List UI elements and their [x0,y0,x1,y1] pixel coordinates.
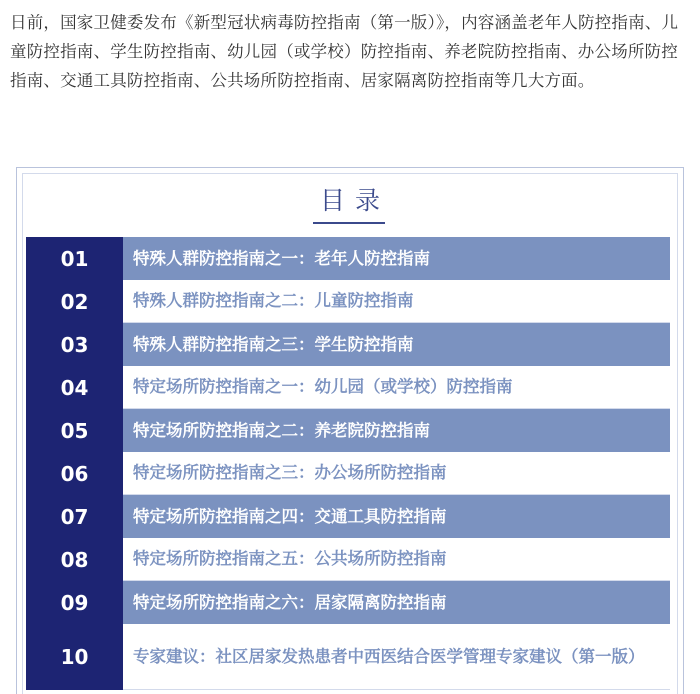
toc-item-label[interactable]: 特定场所防控指南之五：公共场所防控指南 [123,538,670,581]
toc-item[interactable] [26,323,670,366]
toc-item-number: 07 [26,495,123,538]
toc-item-number: 03 [26,323,123,366]
toc-title: 目录 [319,186,390,215]
toc-item[interactable] [26,409,670,452]
toc-item[interactable] [26,581,670,624]
toc-item[interactable] [26,366,670,409]
toc-item-label[interactable]: 特殊人群防控指南之三：学生防控指南 [123,323,670,366]
toc-item-number: 09 [26,581,123,624]
toc-item[interactable] [26,452,670,495]
toc-title-underline [313,222,385,224]
toc-item-label[interactable]: 特殊人群防控指南之一：老年人防控指南 [123,237,670,280]
toc-item[interactable] [26,538,670,581]
toc-item-number: 06 [26,452,123,495]
toc-item-label[interactable]: 特殊人群防控指南之二：儿童防控指南 [123,280,670,323]
toc-item-number: 10 [26,624,123,690]
toc-item-number: 04 [26,366,123,409]
toc-item-label[interactable]: 特定场所防控指南之四：交通工具防控指南 [123,495,670,538]
toc-item[interactable] [26,495,670,538]
toc-item-label[interactable]: 特定场所防控指南之六：居家隔离防控指南 [123,581,670,624]
toc-item[interactable] [26,237,670,280]
toc-item-label[interactable]: 特定场所防控指南之二：养老院防控指南 [123,409,670,452]
toc-item-number: 02 [26,280,123,323]
intro-paragraph: 日前，国家卫健委发布《新型冠状病毒防控指南（第一版）》，内容涵盖老年人防控指南、儿童防控指南、学生防控指南、幼儿园（或学校）防控指南、养老院防控指南、办公场所防控指南、交通工具防控指南、公共场所防控指南、居家隔离防控指南等几大方面。 [10,13,679,90]
toc-item-number: 01 [26,237,123,280]
toc-list [26,237,670,690]
toc-item-number: 08 [26,538,123,581]
toc-item-label[interactable]: 特定场所防控指南之三：办公场所防控指南 [123,452,670,495]
toc-item[interactable] [26,280,670,323]
toc-item[interactable] [26,624,670,690]
toc-item-label[interactable]: 专家建议：社区居家发热患者中西医结合医学管理专家建议（第一版） [123,624,670,690]
toc-item-label[interactable]: 特定场所防控指南之一：幼儿园（或学校）防控指南 [123,366,670,409]
toc-item-number: 05 [26,409,123,452]
